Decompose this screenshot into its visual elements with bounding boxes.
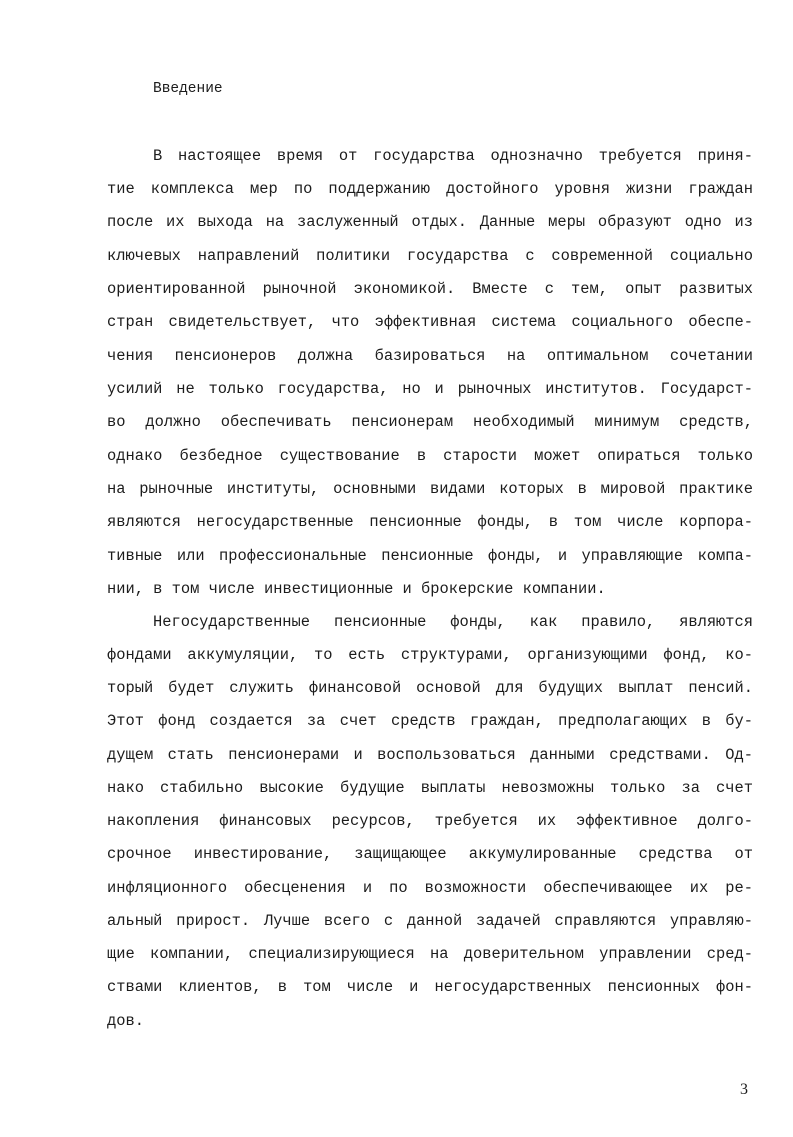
page-number: 3 <box>740 1081 748 1098</box>
text-line: альный прирост. Лучше всего с данной задачей справляются управляю- <box>107 912 753 930</box>
text-line: ориентированной рыночной экономикой. Вместе с тем, опыт развитых <box>107 280 753 298</box>
section-heading: Введение <box>153 81 223 97</box>
text-line: Негосударственные пенсионные фонды, как правило, являются <box>153 613 753 631</box>
text-line: после их выхода на заслуженный отдых. Данные меры образуют одно из <box>107 213 753 231</box>
text-line: являются негосударственные пенсионные фонды, в том числе корпора- <box>107 513 753 531</box>
text-line: дов. <box>107 1012 144 1030</box>
text-line: нако стабильно высокие будущие выплаты невозможны только за счет <box>107 779 753 797</box>
text-line: В настоящее время от государства однозначно требуется приня- <box>153 147 753 165</box>
text-line: дущем стать пенсионерами и воспользоваться данными средствами. Од- <box>107 746 753 764</box>
text-line: усилий не только государства, но и рыночных институтов. Государст- <box>107 380 753 398</box>
text-line: фондами аккумуляции, то есть структурами, организующими фонд, ко- <box>107 646 753 664</box>
text-line: тивные или профессиональные пенсионные фонды, и управляющие компа- <box>107 547 753 565</box>
text-line: ключевых направлений политики государства с современной социально <box>107 247 753 265</box>
text-line: Этот фонд создается за счет средств граждан, предполагающих в бу- <box>107 712 753 730</box>
text-line: нии, в том числе инвестиционные и брокерские компании. <box>107 580 606 598</box>
text-line: во должно обеспечивать пенсионерам необходимый минимум средств, <box>107 413 753 431</box>
text-line: инфляционного обесценения и по возможности обеспечивающее их ре- <box>107 879 753 897</box>
text-line: щие компании, специализирующиеся на доверительном управлении сред- <box>107 945 753 963</box>
text-line: накопления финансовых ресурсов, требуется их эффективное долго- <box>107 812 753 830</box>
text-line: однако безбедное существование в старости может опираться только <box>107 447 753 465</box>
text-line: торый будет служить финансовой основой для будущих выплат пенсий. <box>107 679 753 697</box>
text-line: стран свидетельствует, что эффективная система социального обеспе- <box>107 313 753 331</box>
text-line: тие комплекса мер по поддержанию достойного уровня жизни граждан <box>107 180 753 198</box>
text-line: чения пенсионеров должна базироваться на оптимальном сочетании <box>107 347 753 365</box>
text-line: ствами клиентов, в том числе и негосударственных пенсионных фон- <box>107 978 753 996</box>
text-line: на рыночные институты, основными видами которых в мировой практике <box>107 480 753 498</box>
text-line: срочное инвестирование, защищающее аккумулированные средства от <box>107 845 753 863</box>
